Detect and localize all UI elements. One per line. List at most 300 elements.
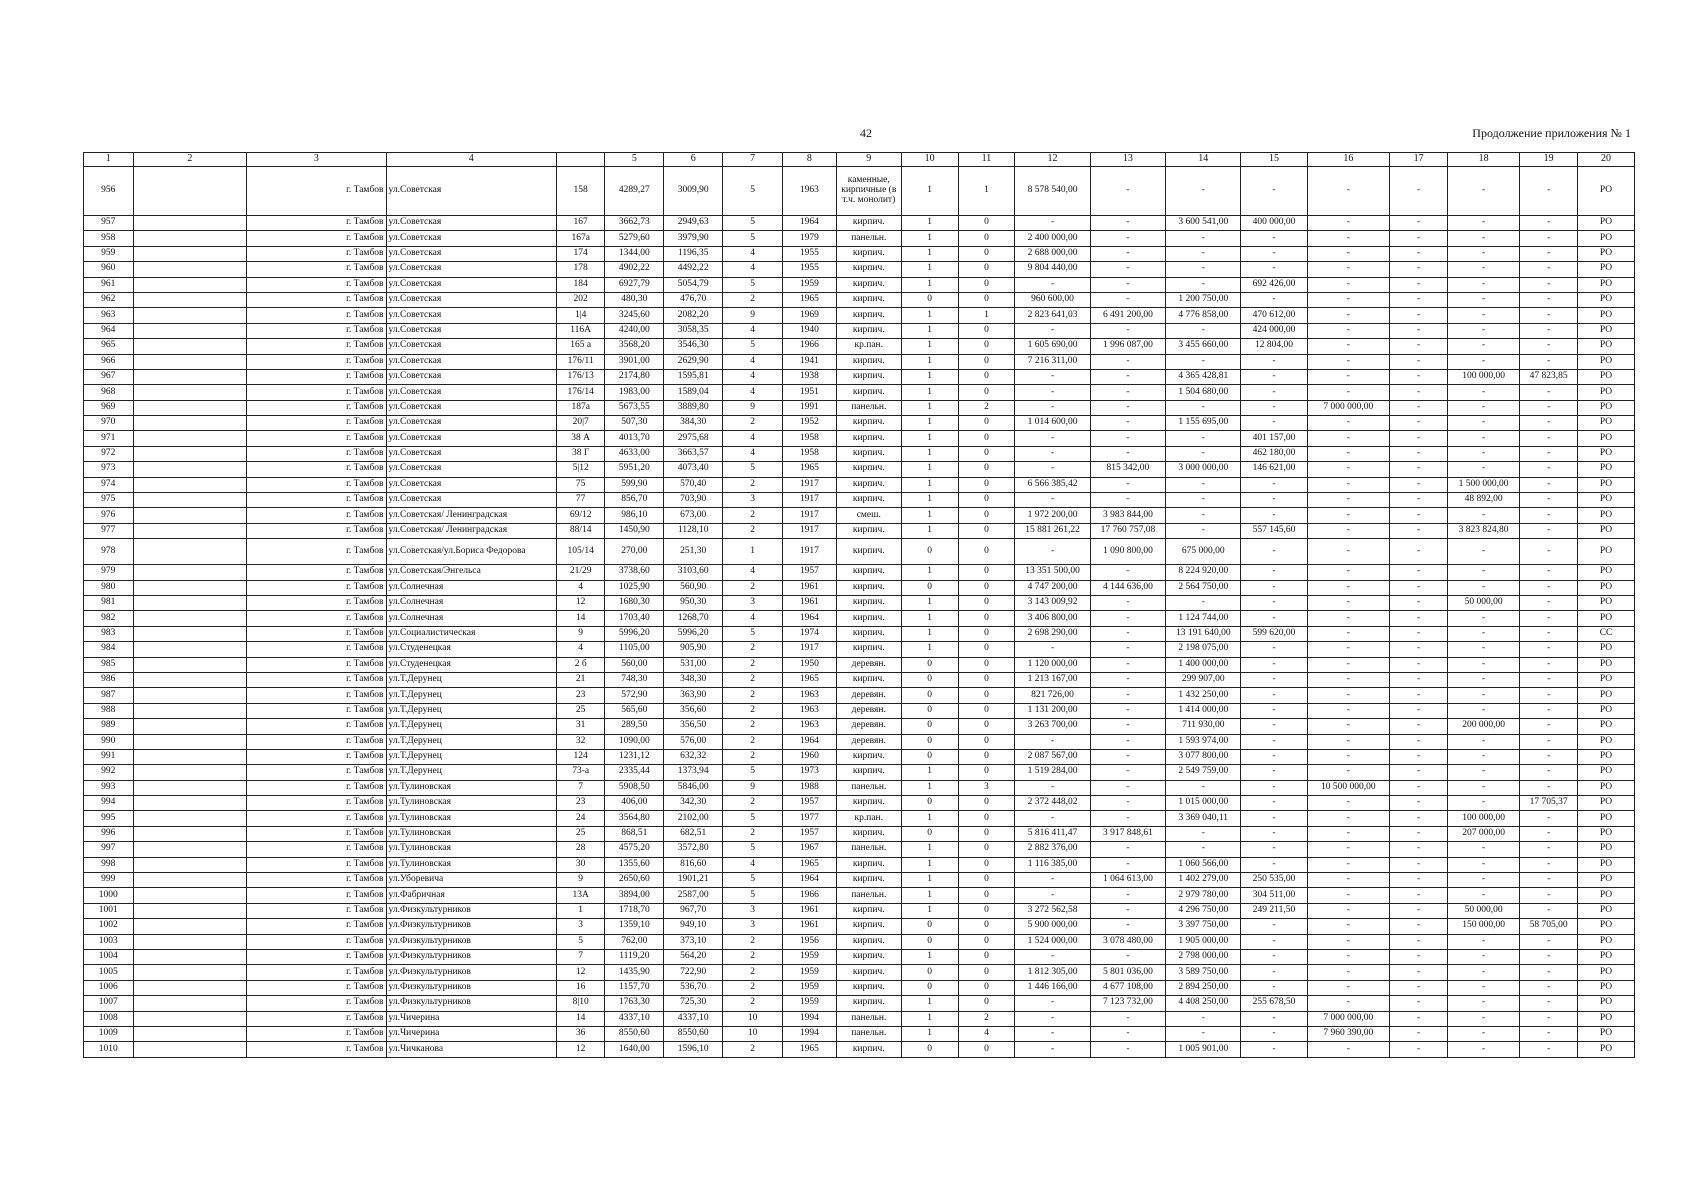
table-cell: -	[1390, 167, 1448, 216]
table-cell: РО	[1578, 400, 1635, 415]
table-cell: -	[1241, 857, 1307, 872]
table-cell	[133, 888, 247, 903]
table-row	[84, 765, 1635, 780]
table-cell: 985	[84, 657, 134, 672]
table-cell: 2	[723, 980, 783, 995]
table-cell: г. Тамбов	[247, 308, 386, 323]
table-cell: кирпич.	[836, 277, 901, 292]
table-cell: 0	[958, 277, 1015, 292]
table-cell: г. Тамбов	[247, 508, 386, 523]
table-cell: 21	[556, 672, 605, 687]
table-cell: -	[1390, 369, 1448, 384]
table-cell: -	[1090, 719, 1165, 734]
table-cell: -	[1447, 703, 1519, 718]
table-cell: РО	[1578, 216, 1635, 231]
table-cell: г. Тамбов	[247, 262, 386, 277]
table-cell: г. Тамбов	[247, 523, 386, 538]
table-cell: 978	[84, 539, 134, 565]
table-cell: -	[1307, 965, 1390, 980]
table-cell: -	[1166, 1026, 1241, 1041]
table-cell: ул.Студенецкая	[386, 642, 556, 657]
table-cell: г. Тамбов	[247, 277, 386, 292]
table-cell	[133, 385, 247, 400]
table-cell: 0	[901, 734, 958, 749]
table-cell: 1|4	[556, 308, 605, 323]
table-cell: 984	[84, 642, 134, 657]
table-cell: 1	[901, 857, 958, 872]
table-cell: -	[1090, 369, 1165, 384]
table-cell: 1959	[783, 949, 837, 964]
table-cell: -	[1447, 1026, 1519, 1041]
table-cell: -	[1447, 354, 1519, 369]
table-cell: 1969	[783, 308, 837, 323]
table-cell: РО	[1578, 292, 1635, 307]
table-cell: 0	[958, 339, 1015, 354]
table-cell: 1	[901, 1011, 958, 1026]
table-cell: 1991	[783, 400, 837, 415]
table-cell: 4	[723, 246, 783, 261]
table-cell: 1 015 000,00	[1166, 796, 1241, 811]
table-cell: -	[1447, 1011, 1519, 1026]
table-cell: -	[1307, 523, 1390, 538]
column-header: 18	[1447, 153, 1519, 167]
table-cell: -	[1447, 734, 1519, 749]
table-cell: 0	[958, 873, 1015, 888]
table-cell: смеш.	[836, 508, 901, 523]
table-cell: 560,00	[605, 657, 664, 672]
table-cell: РО	[1578, 523, 1635, 538]
table-cell: 32	[556, 734, 605, 749]
table-cell: -	[1447, 796, 1519, 811]
table-cell: 1 131 200,00	[1015, 703, 1090, 718]
table-cell: ул.Советская	[386, 308, 556, 323]
table-cell: 373,10	[664, 934, 723, 949]
table-cell: РО	[1578, 719, 1635, 734]
table-cell: 1	[901, 277, 958, 292]
table-cell: -	[1447, 231, 1519, 246]
table-cell: -	[1307, 446, 1390, 461]
table-cell: -	[1520, 765, 1578, 780]
column-number-row	[84, 153, 1635, 167]
table-cell: 1 200 750,00	[1166, 292, 1241, 307]
table-cell	[133, 339, 247, 354]
table-cell: 5	[723, 216, 783, 231]
table-cell: 0	[958, 811, 1015, 826]
table-cell: г. Тамбов	[247, 611, 386, 626]
table-cell: ул.Советская/ Ленинградская	[386, 523, 556, 538]
table-cell: 24	[556, 811, 605, 826]
table-cell: 50 000,00	[1447, 903, 1519, 918]
table-cell: 462 180,00	[1241, 446, 1307, 461]
table-cell: 0	[901, 292, 958, 307]
table-cell: -	[1241, 369, 1307, 384]
table-cell: г. Тамбов	[247, 703, 386, 718]
table-cell: -	[1166, 446, 1241, 461]
table-cell: 1	[901, 216, 958, 231]
table-cell	[133, 811, 247, 826]
column-header: 16	[1307, 153, 1390, 167]
table-cell	[133, 262, 247, 277]
table-cell: 2	[723, 949, 783, 964]
table-cell: кирпич.	[836, 1042, 901, 1057]
table-cell: 4	[723, 323, 783, 338]
table-cell: 1917	[783, 539, 837, 565]
table-cell: панельн.	[836, 842, 901, 857]
table-cell: -	[1447, 657, 1519, 672]
table-cell: 599,90	[605, 477, 664, 492]
table-cell: -	[1307, 416, 1390, 431]
table-cell: ул.Тулиновская	[386, 796, 556, 811]
table-cell: РО	[1578, 842, 1635, 857]
table-cell: -	[1307, 277, 1390, 292]
table-row	[84, 919, 1635, 934]
table-row	[84, 493, 1635, 508]
table-cell: 950,30	[664, 595, 723, 610]
table-cell: 970	[84, 416, 134, 431]
table-cell: 0	[958, 385, 1015, 400]
table-cell: 4	[723, 611, 783, 626]
table-cell: 342,30	[664, 796, 723, 811]
table-cell: 1009	[84, 1026, 134, 1041]
table-cell: -	[1241, 1011, 1307, 1026]
table-cell	[133, 672, 247, 687]
table-cell: 1435,90	[605, 965, 664, 980]
table-cell: г. Тамбов	[247, 539, 386, 565]
table-cell: 3	[723, 919, 783, 934]
table-cell: РО	[1578, 749, 1635, 764]
table-cell: 12	[556, 965, 605, 980]
table-cell: 986	[84, 672, 134, 687]
table-cell	[133, 462, 247, 477]
table-cell: -	[1307, 493, 1390, 508]
table-cell: -	[1390, 626, 1448, 641]
table-cell: -	[1307, 703, 1390, 718]
table-cell: -	[1241, 796, 1307, 811]
table-cell: панельн.	[836, 888, 901, 903]
table-cell: 47 823,85	[1520, 369, 1578, 384]
table-cell: 1	[901, 308, 958, 323]
table-cell: 58 705,00	[1520, 919, 1578, 934]
table-cell: 0	[958, 508, 1015, 523]
table-cell: ул.Советская	[386, 167, 556, 216]
table-cell: 2	[723, 416, 783, 431]
table-cell: -	[1447, 842, 1519, 857]
table-cell: 1917	[783, 508, 837, 523]
table-cell: 1268,70	[664, 611, 723, 626]
table-cell: 1965	[783, 462, 837, 477]
table-cell: кирпич.	[836, 595, 901, 610]
table-cell: -	[1090, 888, 1165, 903]
table-cell: -	[1520, 949, 1578, 964]
table-cell	[133, 167, 247, 216]
table-cell: 983	[84, 626, 134, 641]
table-cell: 2 б	[556, 657, 605, 672]
table-cell: г. Тамбов	[247, 765, 386, 780]
table-cell: 2 979 780,00	[1166, 888, 1241, 903]
table-cell: -	[1241, 734, 1307, 749]
table-cell: -	[1390, 826, 1448, 841]
table-cell: -	[1166, 167, 1241, 216]
table-cell: -	[1390, 323, 1448, 338]
table-cell: 960	[84, 262, 134, 277]
table-cell: -	[1520, 857, 1578, 872]
column-header: 13	[1090, 153, 1165, 167]
table-cell: 1	[901, 446, 958, 461]
table-cell: -	[1390, 277, 1448, 292]
table-cell: 5	[723, 765, 783, 780]
table-cell: -	[1015, 446, 1090, 461]
table-cell: 4240,00	[605, 323, 664, 338]
table-cell: 1 996 087,00	[1090, 339, 1165, 354]
table-cell: кирпич.	[836, 672, 901, 687]
table-cell: 2	[723, 1042, 783, 1057]
table-cell: 995	[84, 811, 134, 826]
table-cell: 5	[723, 888, 783, 903]
table-cell: 0	[958, 462, 1015, 477]
table-cell: РО	[1578, 811, 1635, 826]
table-cell: 12	[556, 595, 605, 610]
table-cell: РО	[1578, 980, 1635, 995]
table-cell: 599 620,00	[1241, 626, 1307, 641]
table-cell: -	[1307, 339, 1390, 354]
table-cell: РО	[1578, 565, 1635, 580]
table-cell: РО	[1578, 826, 1635, 841]
table-cell: 12	[556, 1042, 605, 1057]
table-cell: 682,51	[664, 826, 723, 841]
table-cell	[133, 1026, 247, 1041]
table-cell: 356,50	[664, 719, 723, 734]
table-cell: -	[1390, 949, 1448, 964]
table-cell: 722,90	[664, 965, 723, 980]
table-row	[84, 811, 1635, 826]
table-cell: -	[1447, 508, 1519, 523]
table-cell: РО	[1578, 339, 1635, 354]
table-cell: 2	[723, 672, 783, 687]
table-cell: 963	[84, 308, 134, 323]
table-cell	[133, 626, 247, 641]
table-cell: 1007	[84, 996, 134, 1011]
table-cell: 1901,21	[664, 873, 723, 888]
table-cell: 0	[901, 657, 958, 672]
table-cell: РО	[1578, 262, 1635, 277]
table-row	[84, 826, 1635, 841]
table-cell: РО	[1578, 734, 1635, 749]
table-cell: -	[1390, 1011, 1448, 1026]
table-cell: 3 406 800,00	[1015, 611, 1090, 626]
table-cell: 0	[958, 493, 1015, 508]
table-cell: -	[1241, 493, 1307, 508]
table-cell: 424 000,00	[1241, 323, 1307, 338]
table-cell: -	[1307, 231, 1390, 246]
table-cell: кирпич.	[836, 246, 901, 261]
table-cell	[133, 949, 247, 964]
table-cell: г. Тамбов	[247, 626, 386, 641]
table-cell: -	[1520, 167, 1578, 216]
table-cell: -	[1447, 462, 1519, 477]
table-cell: 1596,10	[664, 1042, 723, 1057]
table-cell: -	[1307, 385, 1390, 400]
table-cell: -	[1390, 246, 1448, 261]
table-cell: 5	[723, 462, 783, 477]
table-cell: -	[1015, 431, 1090, 446]
table-cell: -	[1390, 339, 1448, 354]
table-cell: 5	[723, 167, 783, 216]
table-cell: 0	[958, 431, 1015, 446]
table-cell: г. Тамбов	[247, 749, 386, 764]
table-cell: 703,90	[664, 493, 723, 508]
table-cell: 1941	[783, 354, 837, 369]
table-cell: -	[1166, 1011, 1241, 1026]
table-cell: -	[1520, 1026, 1578, 1041]
table-cell	[133, 980, 247, 995]
table-cell: 5	[723, 873, 783, 888]
table-cell: -	[1390, 734, 1448, 749]
table-cell: 88/14	[556, 523, 605, 538]
table-cell	[133, 934, 247, 949]
table-cell: -	[1015, 1011, 1090, 1026]
table-cell: 3 077 800,00	[1166, 749, 1241, 764]
table-cell	[133, 703, 247, 718]
table-cell: -	[1015, 462, 1090, 477]
table-cell: 1	[901, 565, 958, 580]
table-cell: РО	[1578, 446, 1635, 461]
table-cell: -	[1520, 323, 1578, 338]
table-cell: -	[1241, 292, 1307, 307]
table-cell: 2	[723, 477, 783, 492]
table-cell: 1958	[783, 446, 837, 461]
table-cell: 2082,20	[664, 308, 723, 323]
table-cell: 1010	[84, 1042, 134, 1057]
table-cell: -	[1520, 965, 1578, 980]
table-row	[84, 167, 1635, 216]
table-cell: РО	[1578, 873, 1635, 888]
table-cell: 2	[723, 719, 783, 734]
table-cell: 1952	[783, 416, 837, 431]
table-cell: ул.Советская	[386, 431, 556, 446]
table-cell: 0	[958, 949, 1015, 964]
table-cell: -	[1307, 354, 1390, 369]
table-cell: -	[1390, 595, 1448, 610]
table-cell: -	[1241, 539, 1307, 565]
table-cell: 565,60	[605, 703, 664, 718]
table-cell: 0	[958, 416, 1015, 431]
table-cell: -	[1090, 246, 1165, 261]
table-cell: 1966	[783, 888, 837, 903]
table-cell: ул.Чичерина	[386, 1011, 556, 1026]
table-cell: 0	[958, 919, 1015, 934]
table-cell: 1	[901, 1026, 958, 1041]
table-cell: 1950	[783, 657, 837, 672]
table-cell: 1965	[783, 857, 837, 872]
table-cell: -	[1307, 688, 1390, 703]
table-cell: -	[1390, 919, 1448, 934]
table-cell	[133, 416, 247, 431]
table-cell: -	[1390, 539, 1448, 565]
table-cell: 3 917 848,61	[1090, 826, 1165, 841]
table-cell: -	[1390, 934, 1448, 949]
table-cell: -	[1090, 857, 1165, 872]
table-cell: г. Тамбов	[247, 657, 386, 672]
table-cell: 0	[901, 1042, 958, 1057]
table-cell: 184	[556, 277, 605, 292]
table-cell: -	[1241, 826, 1307, 841]
table-cell: -	[1307, 508, 1390, 523]
table-cell: 1	[901, 323, 958, 338]
table-cell: -	[1447, 565, 1519, 580]
table-cell: -	[1520, 703, 1578, 718]
table-cell: -	[1166, 523, 1241, 538]
table-cell: -	[1015, 1042, 1090, 1057]
table-cell: -	[1390, 292, 1448, 307]
table-cell: ул.Советская	[386, 477, 556, 492]
table-cell: 5	[723, 811, 783, 826]
table-cell: 5	[723, 231, 783, 246]
table-cell: 2	[723, 934, 783, 949]
table-cell: -	[1090, 323, 1165, 338]
table-cell: 572,90	[605, 688, 664, 703]
table-cell: кирпич.	[836, 826, 901, 841]
table-cell: 2587,00	[664, 888, 723, 903]
table-cell: 0	[958, 888, 1015, 903]
table-cell: 965	[84, 339, 134, 354]
table-cell	[133, 765, 247, 780]
table-cell: 4	[723, 446, 783, 461]
table-cell: 1157,70	[605, 980, 664, 995]
table-cell: -	[1090, 626, 1165, 641]
table-cell: 4492,22	[664, 262, 723, 277]
table-cell: -	[1390, 980, 1448, 995]
table-row	[84, 595, 1635, 610]
table-cell: 1	[901, 842, 958, 857]
table-cell: 176/13	[556, 369, 605, 384]
table-cell: -	[1520, 642, 1578, 657]
table-cell: -	[1390, 354, 1448, 369]
table-cell: 2 372 448,02	[1015, 796, 1090, 811]
table-cell: РО	[1578, 611, 1635, 626]
table-cell: РО	[1578, 1042, 1635, 1057]
table-cell: 986,10	[605, 508, 664, 523]
table-cell: РО	[1578, 780, 1635, 795]
table-cell: -	[1090, 446, 1165, 461]
table-cell: РО	[1578, 493, 1635, 508]
table-cell: -	[1166, 354, 1241, 369]
table-cell: -	[1241, 934, 1307, 949]
table-cell: -	[1390, 873, 1448, 888]
table-cell: 1	[901, 595, 958, 610]
table-cell: 987	[84, 688, 134, 703]
table-cell: -	[1520, 262, 1578, 277]
table-cell: -	[1520, 216, 1578, 231]
table-cell	[133, 611, 247, 626]
table-cell: -	[1307, 842, 1390, 857]
table-cell: 1640,00	[605, 1042, 664, 1057]
table-cell: -	[1390, 796, 1448, 811]
table-cell: 1994	[783, 1026, 837, 1041]
table-cell: 3901,00	[605, 354, 664, 369]
table-cell: 3 143 009,92	[1015, 595, 1090, 610]
table-cell: 4	[723, 369, 783, 384]
table-cell: 1977	[783, 811, 837, 826]
table-cell: 1988	[783, 780, 837, 795]
table-cell: -	[1015, 493, 1090, 508]
table-cell: -	[1241, 477, 1307, 492]
table-cell: 5	[723, 277, 783, 292]
table-cell: -	[1447, 873, 1519, 888]
table-cell: ул.Советская	[386, 369, 556, 384]
table-cell: -	[1015, 873, 1090, 888]
table-cell: -	[1307, 811, 1390, 826]
table-cell: 1983,00	[605, 385, 664, 400]
